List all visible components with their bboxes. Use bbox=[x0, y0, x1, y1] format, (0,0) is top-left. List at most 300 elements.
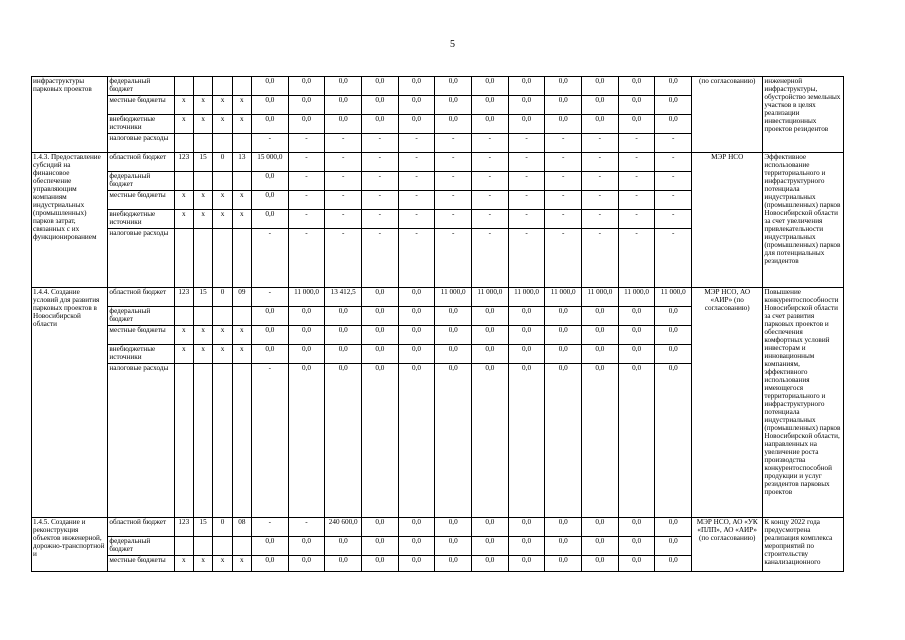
budget-code: x bbox=[174, 115, 193, 134]
budget-code: x bbox=[232, 96, 251, 115]
funding-value: 0,0 bbox=[472, 364, 509, 518]
funding-value: 0,0 bbox=[252, 556, 289, 572]
funding-value: - bbox=[435, 153, 472, 172]
funding-value: - bbox=[472, 229, 509, 288]
budget-code bbox=[213, 134, 232, 153]
funding-value: 0,0 bbox=[655, 326, 692, 345]
funding-value: - bbox=[362, 153, 399, 172]
funding-value: 11 000,0 bbox=[545, 288, 582, 307]
budget-code bbox=[232, 537, 251, 556]
funding-value: 0,0 bbox=[325, 307, 362, 326]
funding-value: 0,0 bbox=[362, 556, 399, 572]
budget-code bbox=[193, 134, 212, 153]
funding-value: 0,0 bbox=[655, 77, 692, 96]
funding-value: 11 000,0 bbox=[435, 288, 472, 307]
funding-value: 11 000,0 bbox=[655, 288, 692, 307]
budget-code bbox=[193, 229, 212, 288]
funding-value: 0,0 bbox=[288, 345, 325, 364]
table-body bbox=[32, 77, 844, 572]
funding-value: 0,0 bbox=[288, 326, 325, 345]
funding-value: 0,0 bbox=[618, 518, 655, 537]
funding-value: - bbox=[655, 134, 692, 153]
funding-value: 0,0 bbox=[288, 364, 325, 518]
budget-code bbox=[232, 307, 251, 326]
budget-code bbox=[174, 134, 193, 153]
budget-code bbox=[232, 229, 251, 288]
funding-value: - bbox=[472, 191, 509, 210]
budget-code bbox=[213, 364, 232, 518]
budget-code bbox=[193, 364, 212, 518]
funding-value: 0,0 bbox=[398, 307, 435, 326]
activity-title: инфраструктуры парковых проектов bbox=[32, 77, 108, 153]
funding-value: 0,0 bbox=[545, 77, 582, 96]
funding-value: - bbox=[618, 191, 655, 210]
funding-source: федеральный бюджет bbox=[108, 537, 174, 556]
funding-value: - bbox=[545, 210, 582, 229]
funding-value: 0,0 bbox=[582, 518, 619, 537]
funding-value: - bbox=[362, 229, 399, 288]
funding-value: 0,0 bbox=[252, 537, 289, 556]
funding-value: 0,0 bbox=[508, 115, 545, 134]
funding-value: - bbox=[508, 134, 545, 153]
funding-source: областной бюджет bbox=[108, 288, 174, 307]
funding-value: 0,0 bbox=[362, 345, 399, 364]
funding-value: - bbox=[325, 153, 362, 172]
budget-code: x bbox=[232, 210, 251, 229]
funding-source: местные бюджеты bbox=[108, 96, 174, 115]
funding-value: - bbox=[252, 229, 289, 288]
funding-value: 0,0 bbox=[435, 326, 472, 345]
funding-value: - bbox=[618, 134, 655, 153]
budget-code: x bbox=[174, 191, 193, 210]
funding-value: - bbox=[582, 134, 619, 153]
funding-value: - bbox=[435, 210, 472, 229]
funding-value: - bbox=[655, 191, 692, 210]
activity-title: 1.4.4. Создание условий для развития парковых проектов в Новосибирской области bbox=[32, 288, 108, 518]
table-row bbox=[32, 288, 844, 307]
funding-value: - bbox=[435, 134, 472, 153]
expected-result: К концу 2022 года предусмотрена реализация комплекса мероприятий по строительству канализационного bbox=[763, 518, 844, 572]
funding-value: 0,0 bbox=[362, 537, 399, 556]
funding-value: 0,0 bbox=[618, 96, 655, 115]
executor: МЭР НСО, АО «УК «ПЛП», АО «АИР» (по согласованию) bbox=[692, 518, 763, 572]
expected-result: инженерной инфраструктуры, обустройство земельных участков в целях реализации инвестиционных проектов резидентов bbox=[763, 77, 844, 153]
budget-code: x bbox=[232, 345, 251, 364]
funding-value: - bbox=[288, 172, 325, 191]
funding-value: 0,0 bbox=[618, 556, 655, 572]
funding-source: внебюджетные источники bbox=[108, 210, 174, 229]
funding-source: федеральный бюджет bbox=[108, 307, 174, 326]
funding-value: 0,0 bbox=[508, 96, 545, 115]
executor: МЭР НСО, АО «АИР» (по согласованию) bbox=[692, 288, 763, 518]
funding-value: 0,0 bbox=[252, 172, 289, 191]
funding-value: 0,0 bbox=[618, 115, 655, 134]
funding-source: областной бюджет bbox=[108, 518, 174, 537]
funding-value: 0,0 bbox=[325, 556, 362, 572]
budget-code bbox=[174, 229, 193, 288]
budget-code bbox=[193, 537, 212, 556]
funding-value: 0,0 bbox=[582, 307, 619, 326]
funding-value: - bbox=[472, 134, 509, 153]
executor: (по согласованию) bbox=[692, 77, 763, 153]
funding-value: 0,0 bbox=[398, 556, 435, 572]
funding-value: 0,0 bbox=[655, 364, 692, 518]
funding-value: 0,0 bbox=[435, 96, 472, 115]
funding-value: 0,0 bbox=[288, 537, 325, 556]
funding-value: 0,0 bbox=[655, 537, 692, 556]
funding-value: 0,0 bbox=[252, 191, 289, 210]
funding-value: 0,0 bbox=[582, 345, 619, 364]
table-row bbox=[32, 153, 844, 172]
activity-title: 1.4.5. Создание и реконструкция объектов инженерной, дорожно-транспортной и bbox=[32, 518, 108, 572]
expected-result: Повышение конкурентоспособности Новосибирской области за счет развития парковых проектов и обеспечения комфортных условий инвесторам и инновационным компаниям, эффективного использования имеющегося территориального и инфраструктурного потенциала индустриальных (промышленных) парков Новосибирской области, направленных на увеличение роста производства конкурентоспособной продукции и услуг резидентов парковых проектов bbox=[763, 288, 844, 518]
executor: МЭР НСО bbox=[692, 153, 763, 288]
funding-value: 0,0 bbox=[508, 326, 545, 345]
funding-value: 0,0 bbox=[435, 307, 472, 326]
funding-value: - bbox=[508, 172, 545, 191]
budget-code: 15 bbox=[193, 288, 212, 307]
budget-code: x bbox=[193, 191, 212, 210]
budget-code: x bbox=[213, 326, 232, 345]
funding-value: - bbox=[435, 229, 472, 288]
funding-value: - bbox=[288, 229, 325, 288]
funding-value: 0,0 bbox=[582, 364, 619, 518]
funding-value: - bbox=[362, 134, 399, 153]
budget-code: x bbox=[193, 115, 212, 134]
funding-value: 0,0 bbox=[398, 96, 435, 115]
funding-value: 0,0 bbox=[618, 537, 655, 556]
budget-code: x bbox=[232, 191, 251, 210]
funding-value: - bbox=[252, 134, 289, 153]
funding-value: - bbox=[545, 134, 582, 153]
budget-code bbox=[232, 134, 251, 153]
budget-code: x bbox=[213, 210, 232, 229]
funding-value: - bbox=[288, 210, 325, 229]
funding-value: 0,0 bbox=[618, 77, 655, 96]
funding-value: - bbox=[325, 172, 362, 191]
funding-value: 0,0 bbox=[472, 77, 509, 96]
funding-value: - bbox=[398, 153, 435, 172]
funding-value: 0,0 bbox=[288, 96, 325, 115]
budget-code: x bbox=[174, 96, 193, 115]
funding-value: 0,0 bbox=[508, 77, 545, 96]
funding-value: 0,0 bbox=[582, 537, 619, 556]
program-table bbox=[31, 76, 844, 572]
budget-code: x bbox=[174, 326, 193, 345]
funding-value: 0,0 bbox=[288, 556, 325, 572]
budget-code bbox=[193, 307, 212, 326]
funding-value: 11 000,0 bbox=[472, 288, 509, 307]
funding-value: - bbox=[398, 229, 435, 288]
funding-value: 0,0 bbox=[545, 307, 582, 326]
funding-value: 0,0 bbox=[252, 326, 289, 345]
funding-value: 0,0 bbox=[398, 345, 435, 364]
budget-code: 123 bbox=[174, 518, 193, 537]
funding-value: 0,0 bbox=[362, 326, 399, 345]
budget-code bbox=[232, 364, 251, 518]
budget-code bbox=[174, 172, 193, 191]
funding-value: 0,0 bbox=[655, 307, 692, 326]
funding-value: 240 600,0 bbox=[325, 518, 362, 537]
budget-code: x bbox=[232, 115, 251, 134]
funding-value: - bbox=[252, 518, 289, 537]
funding-value: 0,0 bbox=[435, 115, 472, 134]
funding-value: 13 412,5 bbox=[325, 288, 362, 307]
funding-value: 0,0 bbox=[325, 537, 362, 556]
funding-value: - bbox=[508, 191, 545, 210]
funding-value: 0,0 bbox=[545, 537, 582, 556]
funding-value: 0,0 bbox=[252, 210, 289, 229]
funding-value: - bbox=[252, 364, 289, 518]
funding-value: - bbox=[508, 229, 545, 288]
funding-value: - bbox=[508, 210, 545, 229]
funding-source: федеральный бюджет bbox=[108, 172, 174, 191]
funding-source: внебюджетные источники bbox=[108, 115, 174, 134]
funding-value: - bbox=[582, 153, 619, 172]
budget-code: 08 bbox=[232, 518, 251, 537]
funding-value: 0,0 bbox=[362, 364, 399, 518]
funding-value: - bbox=[618, 210, 655, 229]
funding-value: 0,0 bbox=[508, 364, 545, 518]
funding-value: 0,0 bbox=[472, 556, 509, 572]
funding-source: федеральный бюджет bbox=[108, 77, 174, 96]
budget-code: x bbox=[232, 556, 251, 572]
funding-value: 0,0 bbox=[362, 518, 399, 537]
funding-value: 0,0 bbox=[435, 518, 472, 537]
funding-value: 0,0 bbox=[288, 115, 325, 134]
funding-value: 0,0 bbox=[545, 326, 582, 345]
funding-value: 0,0 bbox=[398, 115, 435, 134]
funding-value: 0,0 bbox=[325, 345, 362, 364]
funding-value: 0,0 bbox=[618, 326, 655, 345]
funding-value: 11 000,0 bbox=[508, 288, 545, 307]
funding-value: - bbox=[472, 210, 509, 229]
budget-code: 13 bbox=[232, 153, 251, 172]
budget-code: x bbox=[213, 96, 232, 115]
funding-value: 0,0 bbox=[435, 556, 472, 572]
funding-value: 0,0 bbox=[508, 537, 545, 556]
funding-value: 0,0 bbox=[582, 115, 619, 134]
funding-value: 0,0 bbox=[618, 345, 655, 364]
budget-code: x bbox=[174, 556, 193, 572]
funding-value: - bbox=[508, 153, 545, 172]
funding-value: - bbox=[398, 191, 435, 210]
funding-value: 0,0 bbox=[618, 364, 655, 518]
budget-code: x bbox=[193, 345, 212, 364]
funding-value: 0,0 bbox=[435, 364, 472, 518]
funding-source: налоговые расходы bbox=[108, 134, 174, 153]
budget-code bbox=[213, 307, 232, 326]
funding-value: - bbox=[655, 210, 692, 229]
funding-value: 0,0 bbox=[582, 77, 619, 96]
funding-source: внебюджетные источники bbox=[108, 345, 174, 364]
budget-code bbox=[213, 172, 232, 191]
funding-source: местные бюджеты bbox=[108, 191, 174, 210]
funding-value: - bbox=[325, 134, 362, 153]
budget-code: x bbox=[193, 556, 212, 572]
funding-value: - bbox=[362, 172, 399, 191]
budget-code: x bbox=[213, 556, 232, 572]
funding-value: 0,0 bbox=[362, 288, 399, 307]
funding-value: 0,0 bbox=[325, 96, 362, 115]
funding-source: налоговые расходы bbox=[108, 364, 174, 518]
funding-value: 0,0 bbox=[362, 307, 399, 326]
funding-value: - bbox=[582, 229, 619, 288]
budget-code: 123 bbox=[174, 153, 193, 172]
funding-value: - bbox=[252, 288, 289, 307]
funding-value: 0,0 bbox=[508, 307, 545, 326]
page-number: 5 bbox=[450, 39, 455, 50]
funding-value: 0,0 bbox=[655, 345, 692, 364]
funding-value: 0,0 bbox=[508, 518, 545, 537]
funding-value: - bbox=[398, 134, 435, 153]
funding-value: 0,0 bbox=[472, 326, 509, 345]
funding-value: - bbox=[288, 191, 325, 210]
funding-value: - bbox=[545, 172, 582, 191]
funding-value: - bbox=[618, 153, 655, 172]
budget-code bbox=[193, 172, 212, 191]
budget-code: 0 bbox=[213, 518, 232, 537]
funding-value: 0,0 bbox=[582, 326, 619, 345]
table-row bbox=[32, 518, 844, 537]
funding-value: 0,0 bbox=[252, 77, 289, 96]
funding-value: 11 000,0 bbox=[618, 288, 655, 307]
budget-code bbox=[213, 229, 232, 288]
funding-value: - bbox=[655, 172, 692, 191]
budget-code: 15 bbox=[193, 518, 212, 537]
funding-value: 15 000,0 bbox=[252, 153, 289, 172]
funding-value: 0,0 bbox=[325, 115, 362, 134]
funding-value: - bbox=[288, 518, 325, 537]
funding-value: 0,0 bbox=[362, 96, 399, 115]
funding-value: 0,0 bbox=[398, 518, 435, 537]
funding-value: 0,0 bbox=[545, 518, 582, 537]
budget-code: x bbox=[193, 210, 212, 229]
funding-value: 0,0 bbox=[545, 556, 582, 572]
budget-code: 15 bbox=[193, 153, 212, 172]
budget-code: 0 bbox=[213, 153, 232, 172]
funding-value: 11 000,0 bbox=[582, 288, 619, 307]
budget-code bbox=[213, 537, 232, 556]
funding-value: - bbox=[435, 172, 472, 191]
funding-value: 0,0 bbox=[435, 77, 472, 96]
funding-value: 0,0 bbox=[362, 77, 399, 96]
funding-value: 0,0 bbox=[472, 96, 509, 115]
funding-value: 0,0 bbox=[252, 307, 289, 326]
funding-value: - bbox=[472, 153, 509, 172]
funding-value: - bbox=[288, 153, 325, 172]
funding-value: - bbox=[435, 191, 472, 210]
funding-value: 0,0 bbox=[655, 556, 692, 572]
funding-value: 0,0 bbox=[655, 115, 692, 134]
budget-code bbox=[174, 364, 193, 518]
table-row bbox=[32, 77, 844, 96]
funding-value: 0,0 bbox=[472, 307, 509, 326]
funding-value: - bbox=[545, 191, 582, 210]
budget-code: x bbox=[174, 345, 193, 364]
budget-code: x bbox=[232, 326, 251, 345]
funding-value: 0,0 bbox=[398, 326, 435, 345]
funding-value: - bbox=[582, 191, 619, 210]
funding-value: - bbox=[618, 172, 655, 191]
budget-code: x bbox=[193, 96, 212, 115]
budget-code: x bbox=[213, 115, 232, 134]
funding-source: областной бюджет bbox=[108, 153, 174, 172]
funding-value: 0,0 bbox=[435, 345, 472, 364]
budget-code: 09 bbox=[232, 288, 251, 307]
funding-value: 0,0 bbox=[288, 307, 325, 326]
funding-value: - bbox=[472, 172, 509, 191]
funding-value: - bbox=[362, 210, 399, 229]
funding-value: - bbox=[398, 210, 435, 229]
funding-value: - bbox=[288, 134, 325, 153]
funding-value: 0,0 bbox=[398, 288, 435, 307]
funding-value: 0,0 bbox=[362, 115, 399, 134]
funding-value: - bbox=[325, 210, 362, 229]
funding-source: налоговые расходы bbox=[108, 229, 174, 288]
budget-code bbox=[174, 77, 193, 96]
budget-code bbox=[174, 307, 193, 326]
funding-value: 0,0 bbox=[435, 537, 472, 556]
budget-code bbox=[213, 77, 232, 96]
funding-value: - bbox=[325, 229, 362, 288]
funding-value: - bbox=[545, 229, 582, 288]
funding-value: 0,0 bbox=[655, 518, 692, 537]
funding-value: 0,0 bbox=[472, 518, 509, 537]
budget-code bbox=[232, 172, 251, 191]
funding-source: местные бюджеты bbox=[108, 556, 174, 572]
funding-value: 0,0 bbox=[508, 345, 545, 364]
funding-value: 0,0 bbox=[545, 364, 582, 518]
funding-value: 0,0 bbox=[325, 326, 362, 345]
funding-value: 0,0 bbox=[252, 115, 289, 134]
funding-value: 0,0 bbox=[582, 96, 619, 115]
funding-value: 0,0 bbox=[582, 556, 619, 572]
funding-value: 0,0 bbox=[325, 77, 362, 96]
budget-code: 0 bbox=[213, 288, 232, 307]
funding-value: - bbox=[582, 210, 619, 229]
funding-value: 0,0 bbox=[398, 364, 435, 518]
funding-value: - bbox=[362, 191, 399, 210]
funding-value: 0,0 bbox=[398, 77, 435, 96]
budget-code: x bbox=[174, 210, 193, 229]
budget-code bbox=[174, 537, 193, 556]
funding-value: - bbox=[655, 229, 692, 288]
funding-value: 0,0 bbox=[545, 115, 582, 134]
funding-value: 0,0 bbox=[252, 345, 289, 364]
budget-code bbox=[193, 77, 212, 96]
funding-value: 0,0 bbox=[508, 556, 545, 572]
funding-value: 0,0 bbox=[472, 115, 509, 134]
funding-value: 0,0 bbox=[472, 345, 509, 364]
funding-source: местные бюджеты bbox=[108, 326, 174, 345]
funding-value: 0,0 bbox=[288, 77, 325, 96]
funding-value: 0,0 bbox=[618, 307, 655, 326]
budget-code: x bbox=[213, 345, 232, 364]
budget-code: x bbox=[193, 326, 212, 345]
budget-code bbox=[232, 77, 251, 96]
budget-code: 123 bbox=[174, 288, 193, 307]
funding-value: - bbox=[325, 191, 362, 210]
funding-value: - bbox=[398, 172, 435, 191]
activity-title: 1.4.3. Предоставление субсидий на финансовое обеспечение управляющим компаниям индустриальных (промышленных) парков затрат, связанных с их функционированием bbox=[32, 153, 108, 288]
funding-value: 0,0 bbox=[252, 96, 289, 115]
funding-value: 0,0 bbox=[398, 537, 435, 556]
funding-value: 0,0 bbox=[545, 96, 582, 115]
funding-value: - bbox=[582, 172, 619, 191]
funding-value: 11 000,0 bbox=[288, 288, 325, 307]
budget-code: x bbox=[213, 191, 232, 210]
